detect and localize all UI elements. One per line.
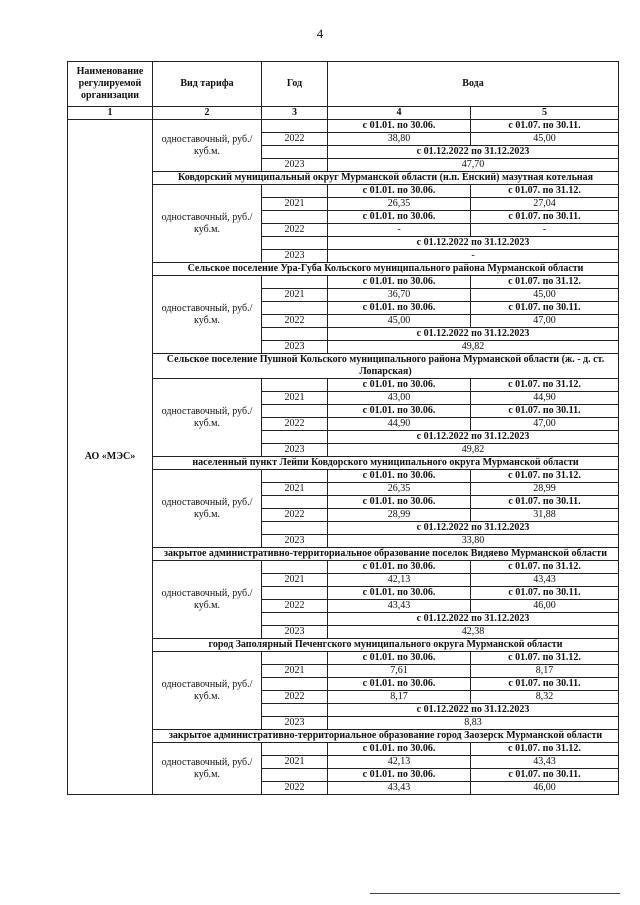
period-cell: с 01.12.2022 по 31.12.2023 [328, 237, 619, 250]
value-cell: 28,99 [328, 509, 471, 522]
value-cell: 42,13 [328, 574, 471, 587]
year-cell: 2021 [262, 574, 328, 587]
section-title: закрытое административно-территориальное образование поселок Видяево Мурманской области [153, 548, 619, 561]
period-cell: с 01.01. по 30.06. [328, 769, 471, 782]
year-cell [262, 211, 328, 224]
org-name: АО «МЭС» [68, 120, 153, 795]
year-cell [262, 561, 328, 574]
value-cell: 49,82 [328, 341, 619, 354]
period-cell: с 01.01. по 30.06. [328, 678, 471, 691]
section-title: Сельское поселение Ура-Губа Кольского муниципального района Мурманской области [153, 263, 619, 276]
period-cell: с 01.01. по 30.06. [328, 405, 471, 418]
year-cell: 2022 [262, 691, 328, 704]
value-cell: - [328, 224, 471, 237]
year-cell [262, 328, 328, 341]
period-cell: с 01.01. по 30.06. [328, 379, 471, 392]
value-cell: 28,99 [471, 483, 619, 496]
period-cell: с 01.01. по 30.06. [328, 652, 471, 665]
tariff-type-cell: одноставочный, руб./куб.м. [153, 185, 262, 263]
period-cell: с 01.07. по 31.12. [471, 561, 619, 574]
header-year: Год [262, 62, 328, 107]
header-tariff-type: Вид тарифа [153, 62, 262, 107]
header-index: 2 [153, 107, 262, 120]
value-cell: 47,00 [471, 315, 619, 328]
year-cell: 2022 [262, 315, 328, 328]
year-cell: 2023 [262, 626, 328, 639]
header-index: 1 [68, 107, 153, 120]
year-cell: 2022 [262, 782, 328, 795]
period-cell: с 01.07. по 31.12. [471, 276, 619, 289]
section-title: Ковдорский муниципальный округ Мурманской области (н.п. Енский) мазутная котельная [153, 172, 619, 185]
tariff-type-cell: одноставочный, руб./куб.м. [153, 276, 262, 354]
period-cell: с 01.12.2022 по 31.12.2023 [328, 613, 619, 626]
section-title: населенный пункт Лейпи Ковдорского муниципального округа Мурманской области [153, 457, 619, 470]
year-cell [262, 146, 328, 159]
section-title: город Заполярный Печенгского муниципального округа Мурманской области [153, 639, 619, 652]
year-cell [262, 496, 328, 509]
value-cell: 27,04 [471, 198, 619, 211]
tariff-type-cell: одноставочный, руб./куб.м. [153, 743, 262, 795]
header-org: Наименование регулируемой организации [68, 62, 153, 107]
value-cell: 36,70 [328, 289, 471, 302]
period-cell: с 01.01. по 30.06. [328, 470, 471, 483]
period-cell: с 01.01. по 30.06. [328, 120, 471, 133]
value-cell: 42,38 [328, 626, 619, 639]
value-cell: 47,00 [471, 418, 619, 431]
value-cell: 45,00 [471, 289, 619, 302]
footer-rule [370, 893, 620, 894]
period-cell: с 01.01. по 30.06. [328, 496, 471, 509]
year-cell [262, 704, 328, 717]
value-cell: 46,00 [471, 782, 619, 795]
period-cell: с 01.01. по 30.06. [328, 211, 471, 224]
year-cell [262, 405, 328, 418]
value-cell: 7,61 [328, 665, 471, 678]
section-title: Сельское поселение Пушной Кольского муниципального района Мурманской области (ж. - д. ст. Лопарская) [153, 354, 619, 379]
value-cell: 8,32 [471, 691, 619, 704]
period-cell: с 01.07. по 30.11. [471, 405, 619, 418]
year-cell [262, 379, 328, 392]
value-cell: 43,43 [471, 574, 619, 587]
year-cell: 2022 [262, 224, 328, 237]
period-cell: с 01.07. по 30.11. [471, 211, 619, 224]
year-cell [262, 743, 328, 756]
value-cell: 44,90 [471, 392, 619, 405]
value-cell: 45,00 [471, 133, 619, 146]
year-cell [262, 276, 328, 289]
header-index: 5 [471, 107, 619, 120]
period-cell: с 01.07. по 31.12. [471, 743, 619, 756]
value-cell: - [328, 250, 619, 263]
period-cell: с 01.12.2022 по 31.12.2023 [328, 431, 619, 444]
value-cell: 43,00 [328, 392, 471, 405]
year-cell: 2023 [262, 341, 328, 354]
year-cell: 2021 [262, 756, 328, 769]
period-cell: с 01.07. по 31.12. [471, 185, 619, 198]
year-cell [262, 302, 328, 315]
value-cell: 42,13 [328, 756, 471, 769]
year-cell: 2023 [262, 159, 328, 172]
header-index: 4 [328, 107, 471, 120]
year-cell: 2022 [262, 133, 328, 146]
year-cell: 2021 [262, 483, 328, 496]
tariff-type-cell: одноставочный, руб./куб.м. [153, 120, 262, 172]
year-cell [262, 185, 328, 198]
year-cell: 2023 [262, 535, 328, 548]
year-cell [262, 613, 328, 626]
period-cell: с 01.01. по 30.06. [328, 302, 471, 315]
period-cell: с 01.07. по 30.11. [471, 769, 619, 782]
year-cell: 2023 [262, 444, 328, 457]
value-cell: 45,00 [328, 315, 471, 328]
year-cell: 2022 [262, 509, 328, 522]
value-cell: 26,35 [328, 198, 471, 211]
value-cell: 8,17 [471, 665, 619, 678]
year-cell [262, 470, 328, 483]
value-cell: 31,88 [471, 509, 619, 522]
period-cell: с 01.07. по 30.11. [471, 678, 619, 691]
value-cell: 33,80 [328, 535, 619, 548]
year-cell: 2021 [262, 198, 328, 211]
period-cell: с 01.07. по 31.12. [471, 379, 619, 392]
period-cell: с 01.01. по 30.06. [328, 276, 471, 289]
value-cell: 38,80 [328, 133, 471, 146]
value-cell: 46,00 [471, 600, 619, 613]
value-cell: 43,43 [328, 782, 471, 795]
value-cell: - [471, 224, 619, 237]
year-cell [262, 120, 328, 133]
period-cell: с 01.12.2022 по 31.12.2023 [328, 522, 619, 535]
year-cell: 2022 [262, 418, 328, 431]
tariff-type-cell: одноставочный, руб./куб.м. [153, 470, 262, 548]
tariff-type-cell: одноставочный, руб./куб.м. [153, 561, 262, 639]
year-cell [262, 652, 328, 665]
value-cell: 8,17 [328, 691, 471, 704]
year-cell [262, 587, 328, 600]
year-cell: 2021 [262, 665, 328, 678]
tariff-type-cell: одноставочный, руб./куб.м. [153, 652, 262, 730]
year-cell [262, 678, 328, 691]
year-cell [262, 431, 328, 444]
period-cell: с 01.07. по 30.11. [471, 587, 619, 600]
period-cell: с 01.01. по 30.06. [328, 561, 471, 574]
value-cell: 43,43 [471, 756, 619, 769]
header-index: 3 [262, 107, 328, 120]
period-cell: с 01.07. по 30.11. [471, 302, 619, 315]
year-cell [262, 237, 328, 250]
year-cell: 2023 [262, 250, 328, 263]
period-cell: с 01.12.2022 по 31.12.2023 [328, 146, 619, 159]
year-cell: 2022 [262, 600, 328, 613]
period-cell: с 01.01. по 30.06. [328, 587, 471, 600]
year-cell: 2023 [262, 717, 328, 730]
period-cell: с 01.07. по 30.11. [471, 496, 619, 509]
tariff-table [67, 61, 619, 795]
year-cell: 2021 [262, 392, 328, 405]
tariff-type-cell: одноставочный, руб./куб.м. [153, 379, 262, 457]
value-cell: 26,35 [328, 483, 471, 496]
period-cell: с 01.07. по 31.12. [471, 470, 619, 483]
value-cell: 49,82 [328, 444, 619, 457]
period-cell: с 01.07. по 30.11. [471, 120, 619, 133]
value-cell: 44,90 [328, 418, 471, 431]
period-cell: с 01.01. по 30.06. [328, 743, 471, 756]
year-cell [262, 769, 328, 782]
period-cell: с 01.07. по 31.12. [471, 652, 619, 665]
value-cell: 47,70 [328, 159, 619, 172]
header-water: Вода [328, 62, 619, 107]
section-title: закрытое административно-территориальное образование город Заозерск Мурманской области [153, 730, 619, 743]
year-cell: 2021 [262, 289, 328, 302]
year-cell [262, 522, 328, 535]
value-cell: 8,83 [328, 717, 619, 730]
period-cell: с 01.12.2022 по 31.12.2023 [328, 704, 619, 717]
page-number: 4 [316, 26, 324, 41]
value-cell: 43,43 [328, 600, 471, 613]
period-cell: с 01.12.2022 по 31.12.2023 [328, 328, 619, 341]
period-cell: с 01.01. по 30.06. [328, 185, 471, 198]
